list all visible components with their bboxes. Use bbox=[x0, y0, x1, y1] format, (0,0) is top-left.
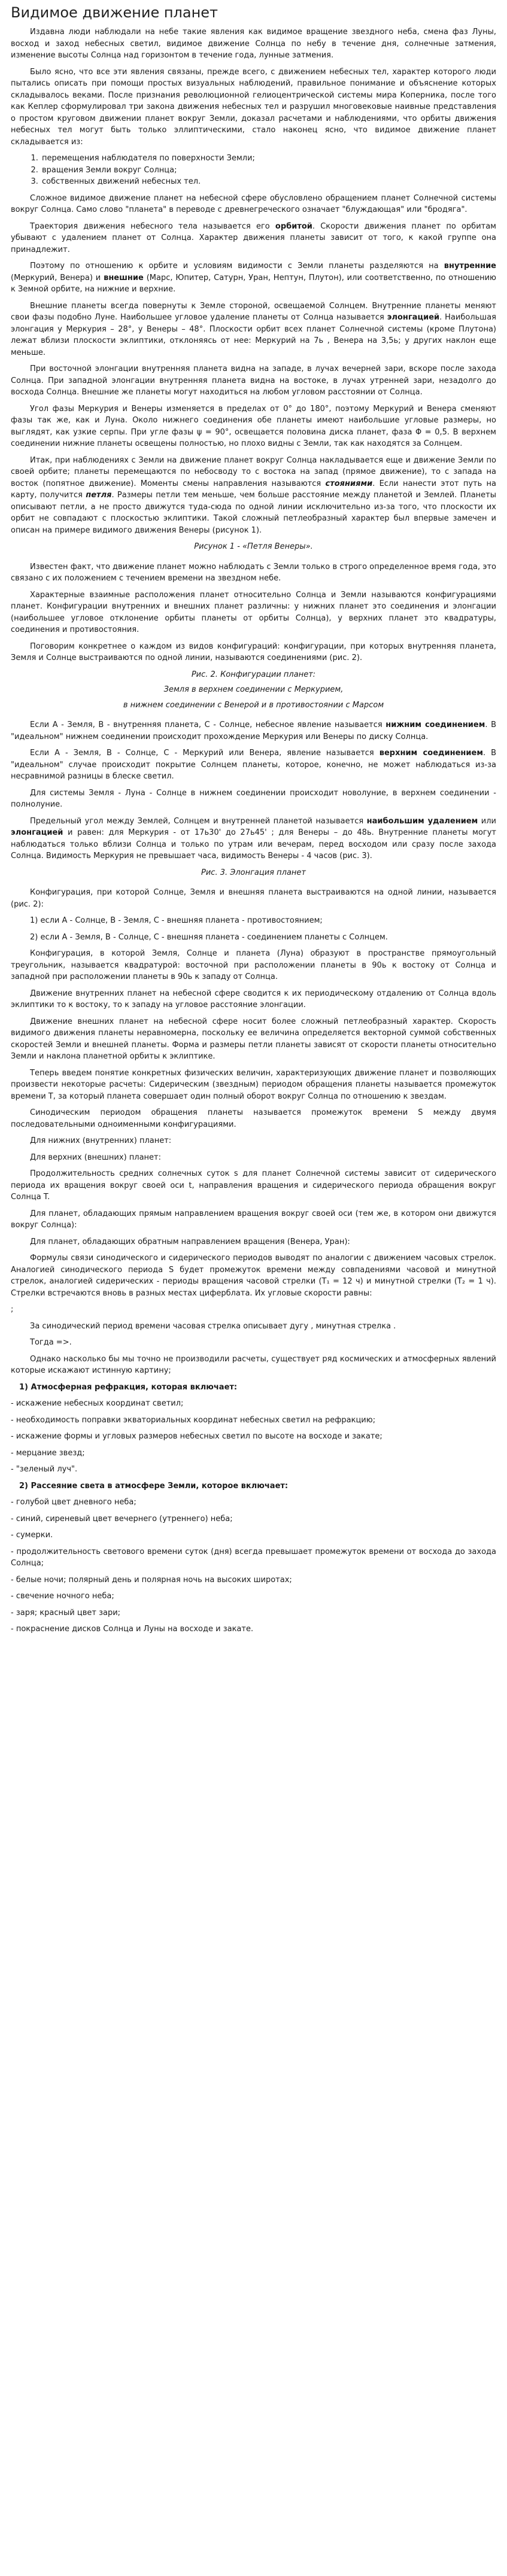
paragraph: Если А - Земля, В - Солнце, С - Меркурий или Венера, явление называется верхним соединением. В "идеальном" случае происходит покрытие Солнцем планеты, которое, конечно, не может наблюдаться из-за несравнимой разницы в блеске светил. bbox=[11, 749, 497, 781]
list-item: 3. собственных движений небесных тел. bbox=[41, 176, 496, 188]
paragraph: Для верхних (внешних) планет: bbox=[30, 1152, 161, 1162]
term-orbit: орбитой bbox=[275, 221, 312, 231]
paragraph: Движение внутренних планет на небесной сфере сводится к их периодическому отдалению от Солнца вдоль эклиптики то к востоку, то к западу на угловое расстояние элонгации. bbox=[11, 989, 496, 1009]
term-outer: внешние bbox=[104, 273, 144, 282]
list-item: - необходимость поправки экваториальных координат небесных светил на рефракцию; bbox=[11, 1415, 376, 1425]
paragraph: Синодическим периодом обращения планеты называется промежуток времени S между двумя последовательными одноименными конфигурациями. bbox=[11, 1108, 496, 1129]
paragraph: Угол фазы Меркурия и Венеры изменяется в пределах от 0° до 180°, поэтому Меркурий и Венера сменяют фазы так же, как и Луна. Около нижнего соединения обе планеты имеют наибольшие угловые размеры, но выглядят, как узкие серпы. При угле фазы ψ = 90°, освещается половина диска планет, фаза Φ = 0,5. В верхнем соединении нижние планеты освещены полностью, но плохо видны с Земли, так как находятся за Солнцем. bbox=[11, 404, 496, 448]
list-item: - сумерки. bbox=[11, 1531, 53, 1540]
figure-caption: в нижнем соединении с Венерой и в противостоянии с Марсом bbox=[123, 700, 384, 710]
figure-caption: Земля в верхнем соединении с Меркурием, bbox=[163, 685, 344, 694]
paragraph: За синодический период времени часовая стрелка описывает дугу , минутная стрелка . bbox=[30, 1321, 396, 1331]
paragraph: Движение внешних планет на небесной сфере носит более сложный петлеобразный характер. Скорость видимого движения планеты неравномерна, поскольку ее величина определяется векторной суммой собственных скоростей Земли и внешней планеты. Форма и размеры петли планеты зависят от скорости планеты относительно Земли и наклона планетной орбиты к эклиптике. bbox=[11, 1017, 496, 1061]
paragraph: Для системы Земля - Луна - Солнце в нижнем соединении происходит новолуние, в верхнем соединении - полнолуние. bbox=[11, 788, 496, 809]
list-item: - голубой цвет дневного неба; bbox=[11, 1498, 136, 1507]
paragraph: Внешние планеты всегда повернуты к Земле стороной, освещаемой Солнцем. Внутренние планеты меняют свои фазы подобно Луне. Наибольшее угловое удаление планеты от Солнца называется элонгацией. Наибольшая элонгация у Меркурия – 28°, у Венеры – 48°. Плоскости орбит всех планет Солнечной системы (кроме Плутона) лежат вблизи плоскости эклиптики, отклоняясь от нее: Меркурий на 7ь , Венера на 3,5ь; у других наклон еще меньше. bbox=[11, 301, 496, 357]
list-item: - "зеленый луч". bbox=[11, 1465, 78, 1474]
paragraph: Поговорим конкретнее о каждом из видов конфигураций: конфигурации, при которых внутренняя планета, Земля и Солнце выстраиваются по одной линии, называются соединениями (рис. 2). bbox=[11, 641, 496, 662]
paragraph: 1) если А - Солнце, В - Земля, С - внешняя планета - противостоянием; bbox=[30, 916, 323, 925]
list-item: - белые ночи; полярный день и полярная ночь на высоких широтах; bbox=[11, 1575, 292, 1584]
list-item: - продолжительность светового времени суток (дня) всегда превышает промежуток времени от восхода до захода Солнца; bbox=[11, 1547, 496, 1568]
paragraph: ; bbox=[11, 1305, 14, 1314]
list-item: 2. вращения Земли вокруг Солнца; bbox=[41, 165, 496, 177]
paragraph: Предельный угол между Землей, Солнцем и внутренней планетой называется наибольшим удалением или элонгацией и равен: для Меркурия - от 17ь30' до 27ь45' ; для Венеры – до 48ь. Внутренние планеты могут наблюдаться только вблизи Солнца и только по утрам или вечерам, перед восходом или сразу после захода Солнца. Видимость Меркурия не превышает часа, видимость Венеры - 4 часов (рис. 3). bbox=[11, 816, 496, 860]
paragraph: Теперь введем понятие конкретных физических величин, характеризующих движение планет и позволяющих произвести некоторые расчеты: Сидерическим (звездным) периодом обращения планеты называется промежуток времени Т, за который планета совершает один полный оборот вокруг Солнца по отношению к звездам. bbox=[11, 1068, 496, 1101]
paragraph: Конфигурация, при которой Солнце, Земля и внешняя планета выстраиваются на одной линии, называется (рис. 2): bbox=[11, 888, 496, 909]
paragraph: Однако насколько бы мы точно не производили расчеты, существует ряд космических и атмосферных явлений которые искажают истинную картину; bbox=[11, 1354, 496, 1375]
term-inner: внутренние bbox=[444, 261, 496, 270]
term-greatest-distance: наибольшим удалением bbox=[366, 816, 478, 826]
paragraph: При восточной элонгации внутренняя планета видна на западе, в лучах вечерней зари, вскоре после захода Солнца. При западной элонгации внутренняя планета видна на востоке, в лучах утренней зари, незадолго до восхода Солнца. Внешние же планеты могут находиться на любом угловом расстоянии от Солнца. bbox=[11, 364, 496, 397]
paragraph: Для планет, обладающих прямым направлением вращения вокруг своей оси (тем же, в котором они движутся вокруг Солнца): bbox=[11, 1209, 496, 1230]
term-stations: стояниями bbox=[325, 479, 373, 488]
paragraph: Траектория движения небесного тела называется его орбитой. Скорости движения планет по орбитам убывают с удалением планет от Солнца. Характер движения планеты зависит от того, к какой группе она принадлежит. bbox=[11, 221, 496, 254]
figure-caption: Рис. 3. Элонгация планет bbox=[201, 868, 306, 877]
list-item: 1. перемещения наблюдателя по поверхности Земли; bbox=[41, 153, 496, 165]
article-body bbox=[11, 26, 496, 1635]
page-title: Видимое движение планет bbox=[11, 4, 218, 21]
list-item: - синий, сиреневый цвет вечернего (утреннего) неба; bbox=[11, 1514, 233, 1523]
term-elongation-2: элонгацией bbox=[11, 828, 63, 837]
figure-caption: Рис. 2. Конфигурации планет: bbox=[191, 670, 316, 679]
paragraph: Известен факт, что движение планет можно наблюдать с Земли только в строго определенное время года, это связано с их положением с течением времени на звездном небе. bbox=[11, 562, 496, 583]
term-superior-conjunction: верхним соединением bbox=[379, 749, 483, 758]
paragraph: Для планет, обладающих обратным направлением вращения (Венера, Уран): bbox=[30, 1237, 350, 1246]
paragraph: Поэтому по отношению к орбите и условиям видимости с Земли планеты разделяются на внутренние (Меркурий, Венера) и внешние (Марс, Юпитер, Сатурн, Уран, Нептун, Плутон), или соответственно, по отношению к Земной орбите, на нижние и верхние. bbox=[11, 261, 496, 294]
section-heading: 2) Рассеяние света в атмосфере Земли, которое включает: bbox=[19, 1481, 289, 1491]
paragraph: Конфигурация, в которой Земля, Солнце и планета (Луна) образуют в пространстве прямоугольный треугольник, называется квадратурой: восточной при расположении планеты в 90ь к востоку от Солнца и западной при расположении планеты в 90ь к западу от Солнца. bbox=[11, 949, 496, 981]
list-item: - мерцание звезд; bbox=[11, 1448, 85, 1458]
paragraph: Продолжительность средних солнечных суток s для планет Солнечной системы зависит от сидерического периода их вращения вокруг своей оси t, направления вращения и сидерического периода обращения вокруг Солнца T. bbox=[11, 1169, 496, 1202]
list-item: - искажение небесных координат светил; bbox=[11, 1399, 184, 1408]
list-item: - покраснение дисков Солнца и Луны на восходе и закате. bbox=[11, 1625, 254, 1634]
list-item: - заря; красный цвет зари; bbox=[11, 1608, 121, 1617]
section-heading: 1) Атмосферная рефракция, которая включает: bbox=[19, 1382, 238, 1392]
paragraph: Было ясно, что все эти явления связаны, прежде всего, с движением небесных тел, характер которого люди пытались описать при помощи простых визуальных наблюдений, правильное понимание и объяснение которых складывалось веками. После признания революционной гелиоцентрической системы мира Коперника, после того как Кеплер сформулировал три закона движения небесных тел и разрушил многовековые наивные представления о простом круговом движении планет вокруг Земли, доказал расчетами и наблюдениями, что орбиты движения небесных тел могут быть только эллиптическими, стало наконец ясно, что видимое движение планет складывается из: bbox=[11, 67, 496, 147]
term-elongation: элонгацией bbox=[387, 313, 440, 322]
paragraph: Сложное видимое движение планет на небесной сфере обусловлено обращением планет Солнечной системы вокруг Солнца. Само слово "планета" в переводе с древнегреческого означает "блуждающая" или "бродяга". bbox=[11, 193, 496, 214]
paragraph: Формулы связи синодического и сидерического периодов выводят по аналогии с движением часовых стрелок. Аналогией синодического периода S будет промежуток времени между совпадениями часовой и минутной стрелок, аналогией сидерических - периоды вращения часовой стрелки (T₁ = 12 ч) и минутной стрелки (T₂ = 1 ч). Стрелки встречаются вновь в разных местах циферблата. Их угловые скорости равны: bbox=[11, 1254, 496, 1298]
figure-caption: Рисунок 1 - «Петля Венеры». bbox=[194, 542, 313, 551]
list-item: - искажение формы и угловых размеров небесных светил по высоте на восходе и закате; bbox=[11, 1432, 382, 1441]
paragraph: Для нижних (внутренних) планет: bbox=[30, 1136, 172, 1145]
paragraph: Тогда =>. bbox=[30, 1338, 72, 1347]
list-item: - свечение ночного неба; bbox=[11, 1592, 114, 1601]
paragraph: Итак, при наблюдениях с Земли на движение планет вокруг Солнца накладывается еще и движение Земли по своей орбите; планеты перемещаются по небосводу то с востока на запад (прямое движение), то с запада на восток (попятное движение). Моменты смены направления называются стояниями. Если нанести этот путь на карту, получится петля. Размеры петли тем меньше, чем больше расстояние между планетой и Землей. Планеты описывают петли, а не просто движутся туда-сюда по одной линии исключительно из-за того, что плоскости их орбит не совпадают с плоскостью эклиптики. Такой сложный петлеобразный характер был впервые замечен и описан на примере видимого движения Венеры (рисунок 1). bbox=[11, 455, 496, 535]
motion-components-list bbox=[29, 153, 496, 188]
term-inferior-conjunction: нижним соединением bbox=[385, 720, 485, 729]
paragraph: 2) если А - Земля, В - Солнце, С - внешняя планета - соединением планеты с Солнцем. bbox=[30, 932, 388, 942]
paragraph: Если А - Земля, В - внутренняя планета, С - Солнце, небесное явление называется нижним соединением. В "идеальном" нижнем соединении происходит прохождение Меркурия или Венеры по диску Солнца. bbox=[11, 720, 496, 741]
paragraph: Характерные взаимные расположения планет относительно Солнца и Земли называются конфигурациями планет. Конфигурации внутренних и внешних планет различны: у нижних планет это соединения и элонгации (наибольшее угловое отклонение орбиты планеты от орбиты Солнца), у верхних планет это квадратуры, соединения и противостояния. bbox=[11, 590, 496, 634]
paragraph: Издавна люди наблюдали на небе такие явления как видимое вращение звездного неба, смена фаз Луны, восход и заход небесных светил, видимое движение Солнца по небу в течение дня, солнечные затмения, изменение высоты Солнца над горизонтом в течение года, лунные затмения. bbox=[11, 28, 496, 60]
term-loop: петля bbox=[86, 491, 112, 500]
